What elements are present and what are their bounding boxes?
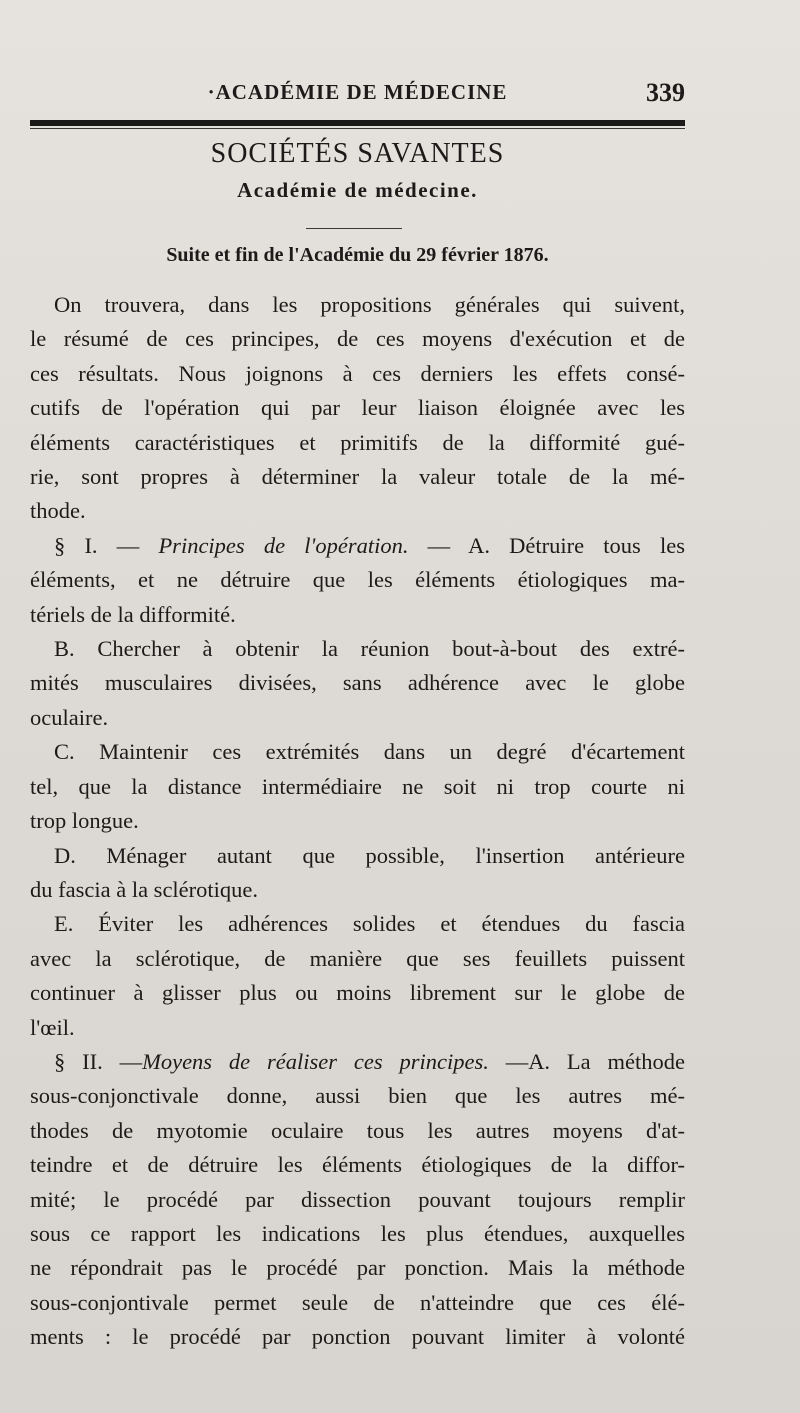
section-heading-means (30, 1045, 685, 1079)
text-line: sous-conjonctivale donne, aussi bien que les autres mé- (30, 1083, 685, 1109)
page-number: 339 (646, 78, 685, 107)
text-line: ments : le procédé par ponction pouvant limiter à volonté (30, 1324, 685, 1350)
text-line: le résumé de ces principes, de ces moyens d'exécution et de (30, 326, 685, 352)
text-line: continuer à glisser plus ou moins librement sur le globe de (30, 980, 685, 1006)
text-line: ces résultats. Nous joignons à ces derniers les effets consé- (30, 360, 685, 386)
section-heading-principles (30, 529, 685, 563)
text-line: C. Maintenir ces extrémités dans un degré d'écartement (54, 739, 685, 765)
text-line: thode. (30, 498, 86, 524)
session-line: Suite et fin de l'Académie du 29 février 1876. (166, 244, 549, 266)
body-text (30, 288, 685, 1355)
text-line: thodes de myotomie oculaire tous les autres moyens d'at- (30, 1117, 685, 1143)
section-title: SOCIÉTÉS SAVANTES (210, 138, 505, 169)
text-line: trop longue. (30, 808, 139, 834)
text-line: E. Éviter les adhérences solides et étendues du fascia (54, 911, 685, 937)
text-line: ne répondrait pas le procédé par ponction. Mais la méthode (30, 1255, 685, 1281)
text-line: tériels de la difformité. (30, 601, 236, 627)
text-line: éléments caractéristiques et primitifs de la difformité gué- (30, 429, 685, 455)
text-line: du fascia à la sclérotique. (30, 876, 259, 902)
text-line: éléments, et ne détruire que les éléments étiologiques ma- (30, 567, 685, 593)
text-line: oculaire. (30, 704, 109, 730)
text-line: sous ce rapport les indications les plus étendues, auxquelles (30, 1220, 685, 1246)
text-line: tel, que la distance intermédiaire ne soit ni trop courte ni (30, 773, 685, 799)
text-line: cutifs de l'opération qui par leur liaison éloignée avec les (30, 395, 685, 421)
section-heading-text: Principes de l'opération. (158, 532, 409, 558)
header-rule-thin (30, 128, 685, 129)
text-line: l'œil. (30, 1014, 75, 1040)
text-line: teindre et de détruire les éléments étiologiques de la diffor- (30, 1152, 685, 1178)
section-subtitle: Académie de médecine. (237, 178, 478, 202)
section-marker: § II. — (54, 1048, 143, 1074)
section-heading-tail: — A. Détruire tous les (408, 532, 685, 558)
section-heading-tail: —A. La méthode (488, 1048, 685, 1074)
text-line: mités musculaires divisées, sans adhérence avec le globe (30, 670, 685, 696)
header-rule-thick (30, 120, 685, 126)
running-head (30, 80, 685, 110)
running-title: ·ACADÉMIE DE MÉDECINE (207, 80, 508, 104)
text-line: D. Ménager autant que possible, l'insertion antérieure (54, 842, 685, 868)
text-line: On trouvera, dans les propositions générales qui suivent, (54, 292, 685, 317)
text-line: sous-conjontivale permet seule de n'atteindre que ces élé- (30, 1289, 685, 1315)
text-line: B. Chercher à obtenir la réunion bout-à-bout des extré- (54, 636, 685, 662)
text-line: rie, sont propres à déterminer la valeur totale de la mé- (30, 464, 685, 490)
text-line: mité; le procédé par dissection pouvant toujours remplir (30, 1186, 685, 1212)
section-marker: § I. — (54, 532, 159, 558)
section-heading-text: Moyens de réaliser ces principes. (142, 1048, 489, 1074)
text-line: avec la sclérotique, de manière que ses feuillets puissent (30, 945, 685, 971)
section-divider (306, 228, 402, 229)
